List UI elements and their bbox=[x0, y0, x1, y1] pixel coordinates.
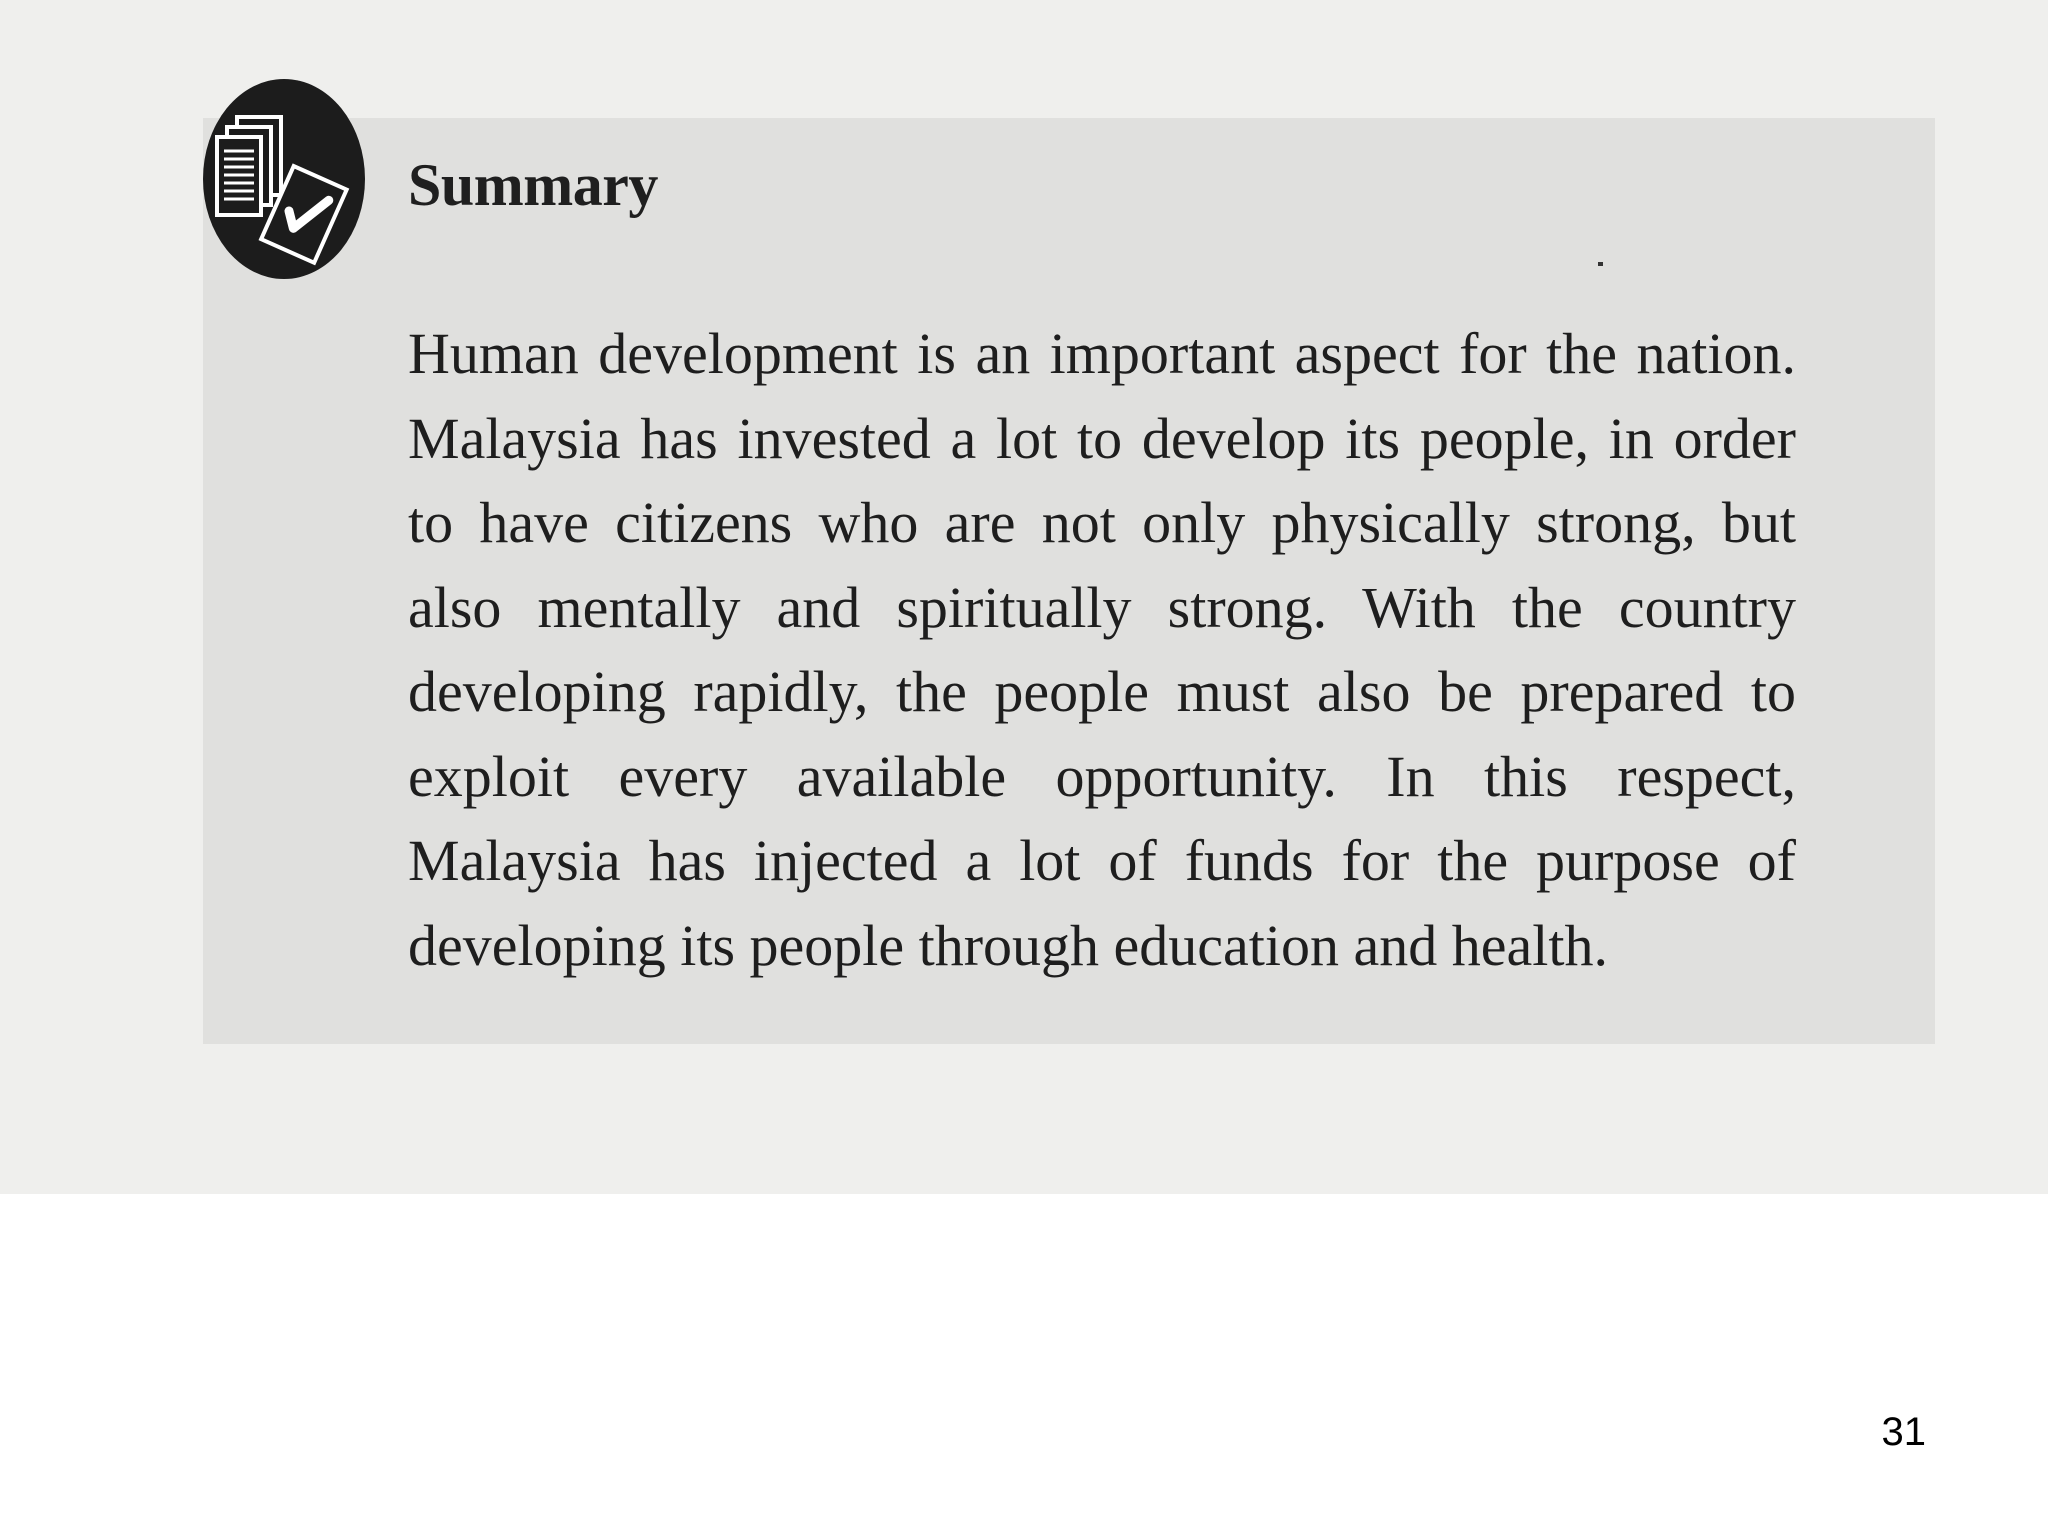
documents-checkmark-icon bbox=[203, 79, 365, 279]
scan-speck bbox=[1598, 262, 1603, 266]
page-number: 31 bbox=[1881, 1410, 1926, 1454]
summary-paragraph: Human development is an important aspect for the nation. Malaysia has invested a lot to develop its people, in order to have citizens who are not only physically strong, but also mentally and spiritually strong. With the country developing rapidly, the people must also be prepared to exploit every available opportunity. In this respect, Malaysia has injected a lot of funds for the purpose of developing its people through education and health. bbox=[408, 321, 1796, 978]
summary-title: Summary bbox=[408, 152, 658, 218]
